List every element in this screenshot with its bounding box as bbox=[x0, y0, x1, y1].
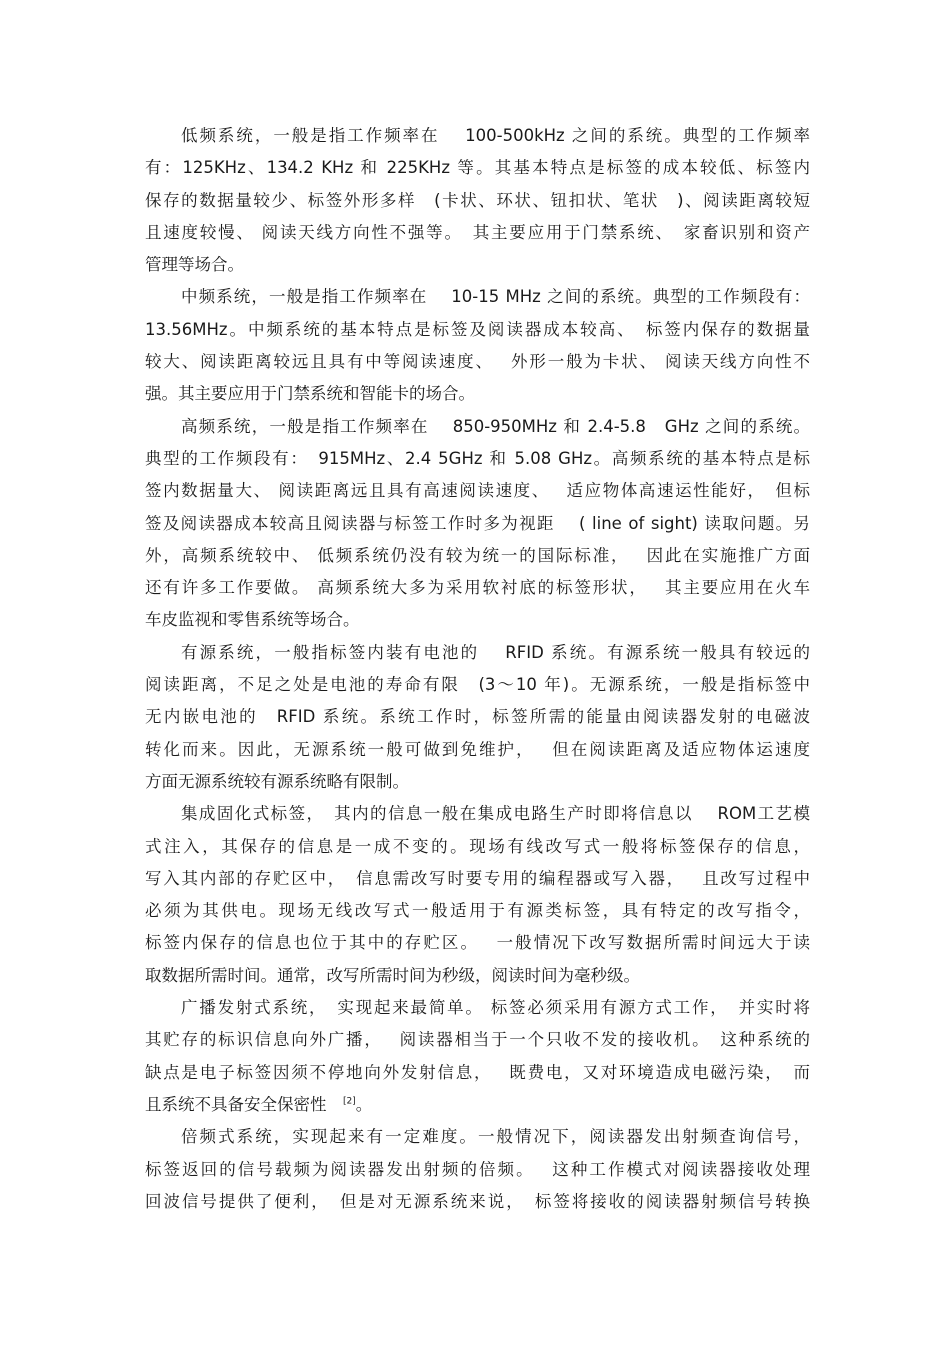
text-line-with-citation bbox=[145, 1089, 810, 1121]
text-line: 阅读距离，不足之处是电池的寿命有限 (3～10 年)。无源系统，一般是指标签中 bbox=[145, 675, 810, 695]
text-line: 广播发射式系统， 实现起来最简单。 标签必须采用有源方式工作， 并实时将 bbox=[181, 998, 810, 1018]
text-line: 且速度较慢、 阅读天线方向性不强等。 其主要应用于门禁系统、 家畜识别和资产 bbox=[145, 222, 810, 242]
text-line: 且系统不具备安全保密性 bbox=[145, 1094, 343, 1114]
text-line: 标签内保存的信息也位于其中的存贮区。 一般情况下改写数据所需时间远大于读 bbox=[145, 933, 810, 953]
text-line: 强。其主要应用于门禁系统和智能卡的场合。 bbox=[145, 384, 475, 404]
citation-marker: [2] bbox=[343, 1096, 356, 1107]
text-line: 写入其内部的存贮区中， 信息需改写时要专用的编程器或写入器， 且改写过程中 bbox=[145, 868, 810, 888]
paragraph-frequency-doubling bbox=[145, 1121, 810, 1218]
text-line: 管理等场合。 bbox=[145, 255, 244, 275]
text-line: 典型的工作频段有： 915MHz、2.4 5GHz 和 5.08 GHz。高频系统的基本特点是标 bbox=[145, 448, 810, 468]
text-line: 签内数据量大、 阅读距离远且具有高速阅读速度、 适应物体高速运性能好， 但标 bbox=[145, 481, 810, 501]
text-line: 方面无源系统较有源系统略有限制。 bbox=[145, 771, 409, 791]
text-line: 必须为其供电。现场无线改写式一般适用于有源类标签，具有特定的改写指令， bbox=[145, 901, 810, 921]
text-line: 式注入，其保存的信息是一成不变的。现场有线改写式一般将标签保存的信息， bbox=[145, 836, 810, 856]
paragraph-tag-storage bbox=[145, 798, 810, 992]
text-line: 倍频式系统，实现起来有一定难度。一般情况下，阅读器发出射频查询信号， bbox=[181, 1127, 810, 1147]
text-line: 13.56MHz。中频系统的基本特点是标签及阅读器成本较高、 标签内保存的数据量 bbox=[145, 319, 810, 339]
line-tail: 。 bbox=[355, 1094, 373, 1114]
paragraph-mid-frequency bbox=[145, 281, 810, 410]
text-line: 外，高频系统较中、 低频系统仍没有较为统一的国际标准， 因此在实施推广方面 bbox=[145, 545, 810, 565]
text-line: 有：125KHz、134.2 KHz 和 225KHz 等。其基本特点是标签的成本较低、标签内 bbox=[145, 158, 810, 178]
text-line: 车皮监视和零售系统等场合。 bbox=[145, 610, 360, 630]
paragraph-active-passive bbox=[145, 637, 810, 798]
text-line: 转化而来。因此，无源系统一般可做到免维护， 但在阅读距离及适应物体运速度 bbox=[145, 739, 810, 759]
text-line: 集成固化式标签， 其内的信息一般在集成电路生产时即将信息以 ROM工艺模 bbox=[181, 804, 810, 824]
text-line: 高频系统，一般是指工作频率在 850-950MHz 和 2.4-5.8 GHz 之间的系统。 bbox=[181, 416, 810, 436]
body-text bbox=[145, 120, 810, 1218]
text-line: 其贮存的标识信息向外广播， 阅读器相当于一个只收不发的接收机。 这种系统的 bbox=[145, 1030, 810, 1050]
paragraph-low-frequency bbox=[145, 120, 810, 281]
paragraph-high-frequency bbox=[145, 411, 810, 637]
paragraph-broadcast bbox=[145, 992, 810, 1121]
text-line: 无内嵌电池的 RFID 系统。系统工作时，标签所需的能量由阅读器发射的电磁波 bbox=[145, 707, 810, 727]
text-line: 回波信号提供了便利， 但是对无源系统来说， 标签将接收的阅读器射频信号转换 bbox=[145, 1191, 810, 1211]
text-line: 保存的数据量较少、标签外形多样 (卡状、环状、钮扣状、笔状 )、阅读距离较短 bbox=[145, 190, 810, 210]
text-line: 低频系统，一般是指工作频率在 100-500kHz 之间的系统。典型的工作频率 bbox=[181, 126, 810, 145]
text-line: 取数据所需时间。通常，改写所需时间为秒级，阅读时间为毫秒级。 bbox=[145, 965, 640, 985]
text-line: 较大、阅读距离较远且具有中等阅读速度、 外形一般为卡状、 阅读天线方向性不 bbox=[145, 352, 810, 372]
text-line: 中频系统，一般是指工作频率在 10-15 MHz 之间的系统。典型的工作频段有： bbox=[181, 287, 810, 307]
text-line: 签及阅读器成本较高且阅读器与标签工作时多为视距 ( line of sight) 读取问题。另 bbox=[145, 513, 810, 533]
text-line: 还有许多工作要做。 高频系统大多为采用软衬底的标签形状， 其主要应用在火车 bbox=[145, 578, 810, 598]
text-line: 有源系统，一般指标签内装有电池的 RFID 系统。有源系统一般具有较远的 bbox=[181, 642, 810, 662]
text-line: 缺点是电子标签因须不停地向外发射信息， 既费电，又对环境造成电磁污染， 而 bbox=[145, 1062, 810, 1082]
text-line: 标签返回的信号载频为阅读器发出射频的倍频。 这种工作模式对阅读器接收处理 bbox=[145, 1159, 810, 1179]
